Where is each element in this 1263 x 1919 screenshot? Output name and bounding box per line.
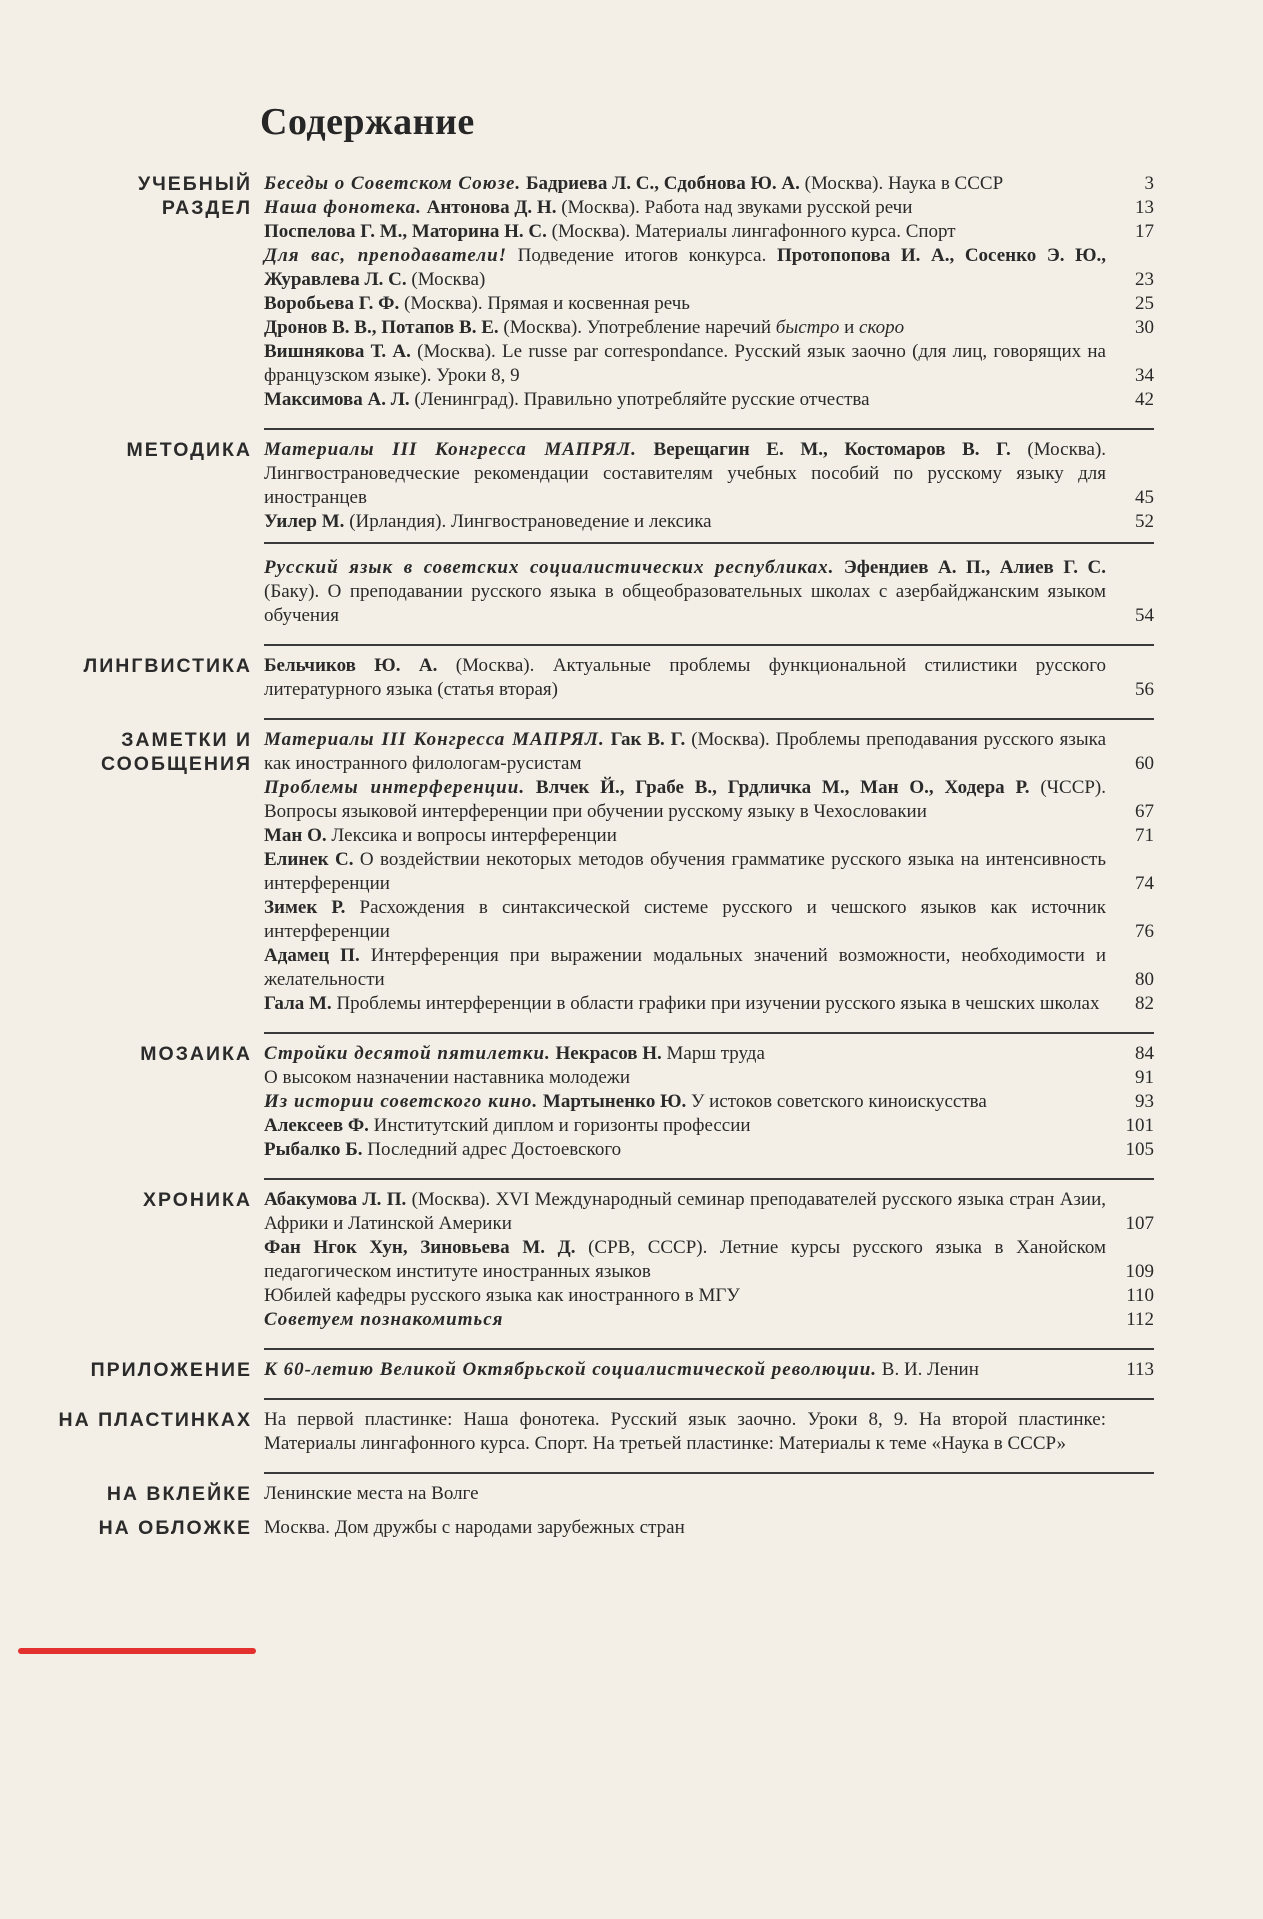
section-label-line: ХРОНИКА: [142, 1189, 252, 1211]
entry-title: Москва. Дом дружбы с народами зарубежных стран: [264, 1517, 685, 1538]
toc-entry: [264, 848, 1154, 896]
entry-title: Ленинские места на Волге: [264, 1483, 479, 1504]
entry-title: Летние курсы русского языка в Ханойском педагогическом институте иностранных языков: [264, 1237, 1107, 1282]
toc-entry: [264, 172, 1154, 196]
section-label: [0, 1354, 258, 1382]
page-number: 23: [1135, 269, 1154, 290]
section-label: [0, 1512, 258, 1540]
toc-entry: [264, 316, 1154, 340]
toc-section: [0, 434, 1263, 646]
entry-author: Бельчиков Ю. А.: [264, 655, 438, 676]
section-label-line: РАЗДЕЛ: [161, 197, 252, 219]
entry-rubric: Материалы III Конгресса МАПРЯЛ.: [264, 729, 605, 750]
entry-author: Вишнякова Т. А.: [264, 341, 411, 362]
section-body: [264, 1404, 1154, 1474]
section-label: [0, 1478, 258, 1506]
entry-rubric: Советуем познакомиться: [264, 1309, 504, 1330]
page-number: 105: [1125, 1139, 1154, 1160]
table-of-contents: [0, 168, 1263, 1546]
entry-title: Расхождения в синтаксической системе русского и чешского языков как источник интерференции: [264, 897, 1107, 942]
entry-group: [264, 654, 1154, 702]
toc-entry: [264, 556, 1154, 628]
toc-entry: [264, 1308, 1154, 1332]
entry-place: (Москва): [411, 269, 486, 290]
toc-entry: [264, 1482, 1154, 1506]
entry-title: Материалы лингафонного курса. Спорт: [635, 221, 956, 242]
entry-author: Максимова А. Л.: [264, 389, 410, 410]
section-label-line: НА ВКЛЕЙКЕ: [106, 1483, 252, 1505]
entry-author: Эфендиев А. П., Алиев Г. С.: [843, 557, 1106, 578]
entry-author: Зимек Р.: [264, 897, 346, 918]
toc-entry: [264, 944, 1154, 992]
entry-group: [264, 1188, 1154, 1332]
page-number: 13: [1135, 197, 1154, 218]
section-label-line: ПРИЛОЖЕНИЕ: [90, 1359, 252, 1381]
entry-italic-word: скоро: [859, 317, 905, 338]
section-label-line: СООБЩЕНИЯ: [101, 753, 252, 775]
entry-title: О высоком назначении наставника молодежи: [264, 1067, 631, 1088]
entry-title: Институтский диплом и горизонты профессии: [373, 1115, 751, 1136]
entry-title: Лингвострановедческие рекомендации составителям учебных пособий по русскому языку для иностранцев: [264, 463, 1106, 508]
toc-entry: [264, 1516, 1154, 1540]
entry-author: Некрасов Н.: [555, 1043, 662, 1064]
toc-entry: [264, 1236, 1154, 1284]
section-label-line: МЕТОДИКА: [126, 439, 252, 461]
section-body: [264, 1354, 1154, 1400]
section-label: [0, 434, 258, 462]
entry-place: (Москва).: [561, 197, 640, 218]
entry-author: Антонова Д. Н.: [426, 197, 557, 218]
entry-author: Верещагин Е. М., Костомаров В. Г.: [653, 439, 1011, 460]
section-label-line: ЛИНГВИСТИКА: [83, 655, 252, 677]
entry-title: Лингвострановедение и лексика: [450, 511, 712, 532]
entry-title: Последний адрес Достоевского: [367, 1139, 622, 1160]
page-number: 25: [1135, 293, 1154, 314]
entry-title: Марш труда: [666, 1043, 765, 1064]
entry-title: Проблемы преподавания русского языка как иностранного филологам-русистам: [264, 729, 1107, 774]
toc-entry: [264, 1408, 1154, 1456]
entry-title: Le russe par correspondance. Русский язык заочно (для лиц, говорящих на французском языке). Уроки 8, 9: [264, 341, 1106, 386]
entry-author: Воробьева Г. Ф.: [264, 293, 400, 314]
entry-author: Бадриева Л. С., Сдобнова Ю. А.: [525, 173, 800, 194]
entry-author: Дронов В. В., Потапов В. Е.: [264, 317, 499, 338]
page-number: 109: [1125, 1261, 1154, 1282]
entry-group: [264, 172, 1154, 412]
page-number: 76: [1135, 921, 1154, 942]
section-body: [264, 1184, 1154, 1350]
section-body: [264, 1038, 1154, 1180]
page-number: 34: [1135, 365, 1154, 386]
entry-place: (Москва).: [691, 729, 770, 750]
entry-author: Елинек С.: [264, 849, 354, 870]
toc-section: [0, 1404, 1263, 1474]
entry-rubric: Из истории советского кино.: [264, 1091, 539, 1112]
toc-entry: [264, 438, 1154, 510]
entry-title: В. И. Ленин: [881, 1359, 979, 1380]
toc-entry: [264, 1358, 1154, 1382]
entry-title: О преподавании русского языка в общеобразовательных школах с азербайджанским языком обучения: [264, 581, 1106, 626]
section-body: [264, 724, 1154, 1034]
section-label-line: ЗАМЕТКИ И: [121, 729, 252, 751]
entry-group: [264, 1358, 1154, 1382]
entry-group: [264, 1408, 1154, 1456]
entry-place: (Москва).: [417, 341, 496, 362]
entry-title: Проблемы интерференции в области графики при изучении русского языка в чешских школах: [336, 993, 1100, 1014]
entry-title: Работа над звуками русской речи: [644, 197, 913, 218]
entry-author: Рыбалко Б.: [264, 1139, 363, 1160]
page-number: 82: [1135, 993, 1154, 1014]
toc-section: [0, 1184, 1263, 1350]
section-label-line: НА ОБЛОЖКЕ: [98, 1517, 252, 1539]
section-body: [264, 650, 1154, 720]
section-label: [0, 724, 258, 776]
toc-entry: [264, 776, 1154, 824]
entry-place: (Москва).: [503, 317, 583, 338]
toc-entry: [264, 340, 1154, 388]
page-number: 110: [1126, 1285, 1154, 1306]
section-label-line: МОЗАИКА: [140, 1043, 252, 1065]
toc-entry: [264, 510, 1154, 534]
entry-title: Употребление наречий: [586, 317, 772, 338]
entry-rubric: Для вас, преподаватели!: [264, 245, 508, 266]
entry-author: Поспелова Г. М., Маторина Н. С.: [264, 221, 547, 242]
toc-section: [0, 650, 1263, 720]
page-number: 91: [1135, 1067, 1154, 1088]
toc-section: [0, 168, 1263, 430]
toc-section: [0, 1354, 1263, 1400]
entry-title-tail: и: [844, 317, 855, 338]
section-body: [264, 1478, 1154, 1508]
page-number: 113: [1126, 1359, 1154, 1380]
entry-title: Прямая и косвенная речь: [487, 293, 690, 314]
entry-rubric: Беседы о Советском Союзе.: [264, 173, 522, 194]
entry-place: (Ирландия).: [349, 511, 447, 532]
section-label: [0, 1038, 258, 1066]
entry-author: Абакумова Л. П.: [264, 1189, 407, 1210]
entry-rubric: Стройки десятой пятилетки.: [264, 1043, 551, 1064]
toc-entry: [264, 896, 1154, 944]
toc-entry: [264, 292, 1154, 316]
toc-entry: [264, 728, 1154, 776]
page-number: 67: [1135, 801, 1154, 822]
toc-section: [0, 1478, 1263, 1508]
entry-title: Юбилей кафедры русского языка как иностранного в МГУ: [264, 1285, 740, 1306]
toc-entry: [264, 1090, 1154, 1114]
entry-author: Влчек Й., Грабе В., Грдличка М., Ман О., Ходера Р.: [535, 777, 1030, 798]
page-number: 71: [1135, 825, 1154, 846]
toc-entry: [264, 824, 1154, 848]
entry-title: Наука в СССР: [888, 173, 1004, 194]
page-number: 17: [1135, 221, 1154, 242]
section-body: [264, 434, 1154, 646]
toc-entry: [264, 1284, 1154, 1308]
toc-entry: [264, 1114, 1154, 1138]
page-number: 84: [1135, 1043, 1154, 1064]
entry-group: [264, 1042, 1154, 1162]
section-label: [0, 1404, 258, 1432]
entry-author: Гала М.: [264, 993, 332, 1014]
entry-rubric: Проблемы интерференции.: [264, 777, 526, 798]
section-label: [0, 650, 258, 678]
toc-entry: [264, 1138, 1154, 1162]
page-title: Содержание: [260, 101, 475, 143]
entry-title: Вопросы языковой интерференции при обучении русскому языку в Чехословакии: [264, 801, 927, 822]
section-label-line: НА ПЛАСТИНКАХ: [58, 1409, 252, 1431]
entry-author: Мартыненко Ю.: [542, 1091, 687, 1112]
entry-title: XVI Международный семинар преподавателей русского языка стран Азии, Африки и Латинской Америки: [264, 1189, 1107, 1234]
entry-author: Алексеев Ф.: [264, 1115, 369, 1136]
entry-author: Фан Нгок Хун, Зиновьева М. Д.: [264, 1237, 576, 1258]
red-underline-mark: [18, 1648, 256, 1654]
page-number: 54: [1135, 605, 1154, 626]
entry-group: [264, 542, 1154, 628]
toc-section: [0, 1038, 1263, 1180]
toc-entry: [264, 654, 1154, 702]
entry-author: Адамец П.: [264, 945, 360, 966]
entry-title: Лексика и вопросы интерференции: [331, 825, 617, 846]
entry-author: Ман О.: [264, 825, 327, 846]
section-body: [264, 1512, 1154, 1542]
entry-place: (Москва).: [551, 221, 631, 242]
entry-place: (Москва).: [455, 655, 535, 676]
toc-section: [0, 1512, 1263, 1542]
entry-rubric: Русский язык в советских социалистических республиках.: [264, 557, 835, 578]
toc-entry: [264, 992, 1154, 1016]
entry-author: Гак В. Г.: [610, 729, 686, 750]
page-number: 52: [1135, 511, 1154, 532]
toc-entry: [264, 1066, 1154, 1090]
page-number: 3: [1144, 173, 1154, 194]
entry-title: Правильно употребляйте русские отчества: [523, 389, 870, 410]
entry-rubric: К 60-летию Великой Октябрьской социалистической революции.: [264, 1359, 878, 1380]
entry-title: У истоков советского киноискусства: [690, 1091, 987, 1112]
toc-entry: [264, 220, 1154, 244]
entry-place: (Москва).: [411, 1189, 491, 1210]
page-number: 101: [1125, 1115, 1154, 1136]
entry-title: Интерференция при выражении модальных значений возможности, необходимости и желательности: [264, 945, 1107, 990]
entry-group: [264, 438, 1154, 534]
entry-place: (Москва).: [404, 293, 483, 314]
page-number: 80: [1135, 969, 1154, 990]
entry-place: (Баку).: [264, 581, 320, 602]
entry-title: Актуальные проблемы функциональной стилистики русского литературного языка (статья вторая): [264, 655, 1107, 700]
page-number: 74: [1135, 873, 1154, 894]
entry-group: [264, 1482, 1154, 1506]
entry-italic-word: быстро: [775, 317, 840, 338]
toc-entry: [264, 388, 1154, 412]
page-number: 42: [1135, 389, 1154, 410]
section-label-line: УЧЕБНЫЙ: [137, 173, 252, 195]
page-number: 45: [1135, 487, 1154, 508]
section-label: [0, 1184, 258, 1212]
entry-place: (Москва).: [1027, 439, 1107, 460]
entry-group: [264, 1516, 1154, 1540]
page-number: 30: [1135, 317, 1154, 338]
entry-title: О воздействии некоторых методов обучения грамматике русского языка на интенсивность интерференции: [264, 849, 1106, 894]
entry-author: Протопопова И. А., Сосенко Э. Ю., Журавлева Л. С.: [264, 245, 1106, 290]
entry-group: [264, 728, 1154, 1016]
toc-entry: [264, 244, 1154, 292]
entry-place: (ЧССР).: [1040, 777, 1107, 798]
toc-entry: [264, 1188, 1154, 1236]
entry-place: (Москва).: [804, 173, 884, 194]
entry-place: (Ленинград).: [414, 389, 519, 410]
entry-title: Подведение итогов конкурса.: [517, 245, 767, 266]
page-number: 56: [1135, 679, 1154, 700]
page-number: 60: [1135, 753, 1154, 774]
toc-entry: [264, 1042, 1154, 1066]
toc-entry: [264, 196, 1154, 220]
page-number: 93: [1135, 1091, 1154, 1112]
entry-title: На первой пластинке: Наша фонотека. Русский язык заочно. Уроки 8, 9. На второй пластинке: Материалы лингафонного курса. Спорт. На третьей пластинке: Материалы к теме «Наука в СССР»: [264, 1409, 1106, 1454]
section-body: [264, 168, 1154, 430]
entry-rubric: Наша фонотека.: [264, 197, 422, 218]
section-label: [0, 168, 258, 220]
entry-rubric: Материалы III Конгресса МАПРЯЛ.: [264, 439, 637, 460]
page-number: 112: [1126, 1309, 1154, 1330]
entry-place: (СРВ, СССР).: [588, 1237, 708, 1258]
page-number: 107: [1125, 1213, 1154, 1234]
toc-section: [0, 724, 1263, 1034]
entry-author: Уилер М.: [264, 511, 345, 532]
